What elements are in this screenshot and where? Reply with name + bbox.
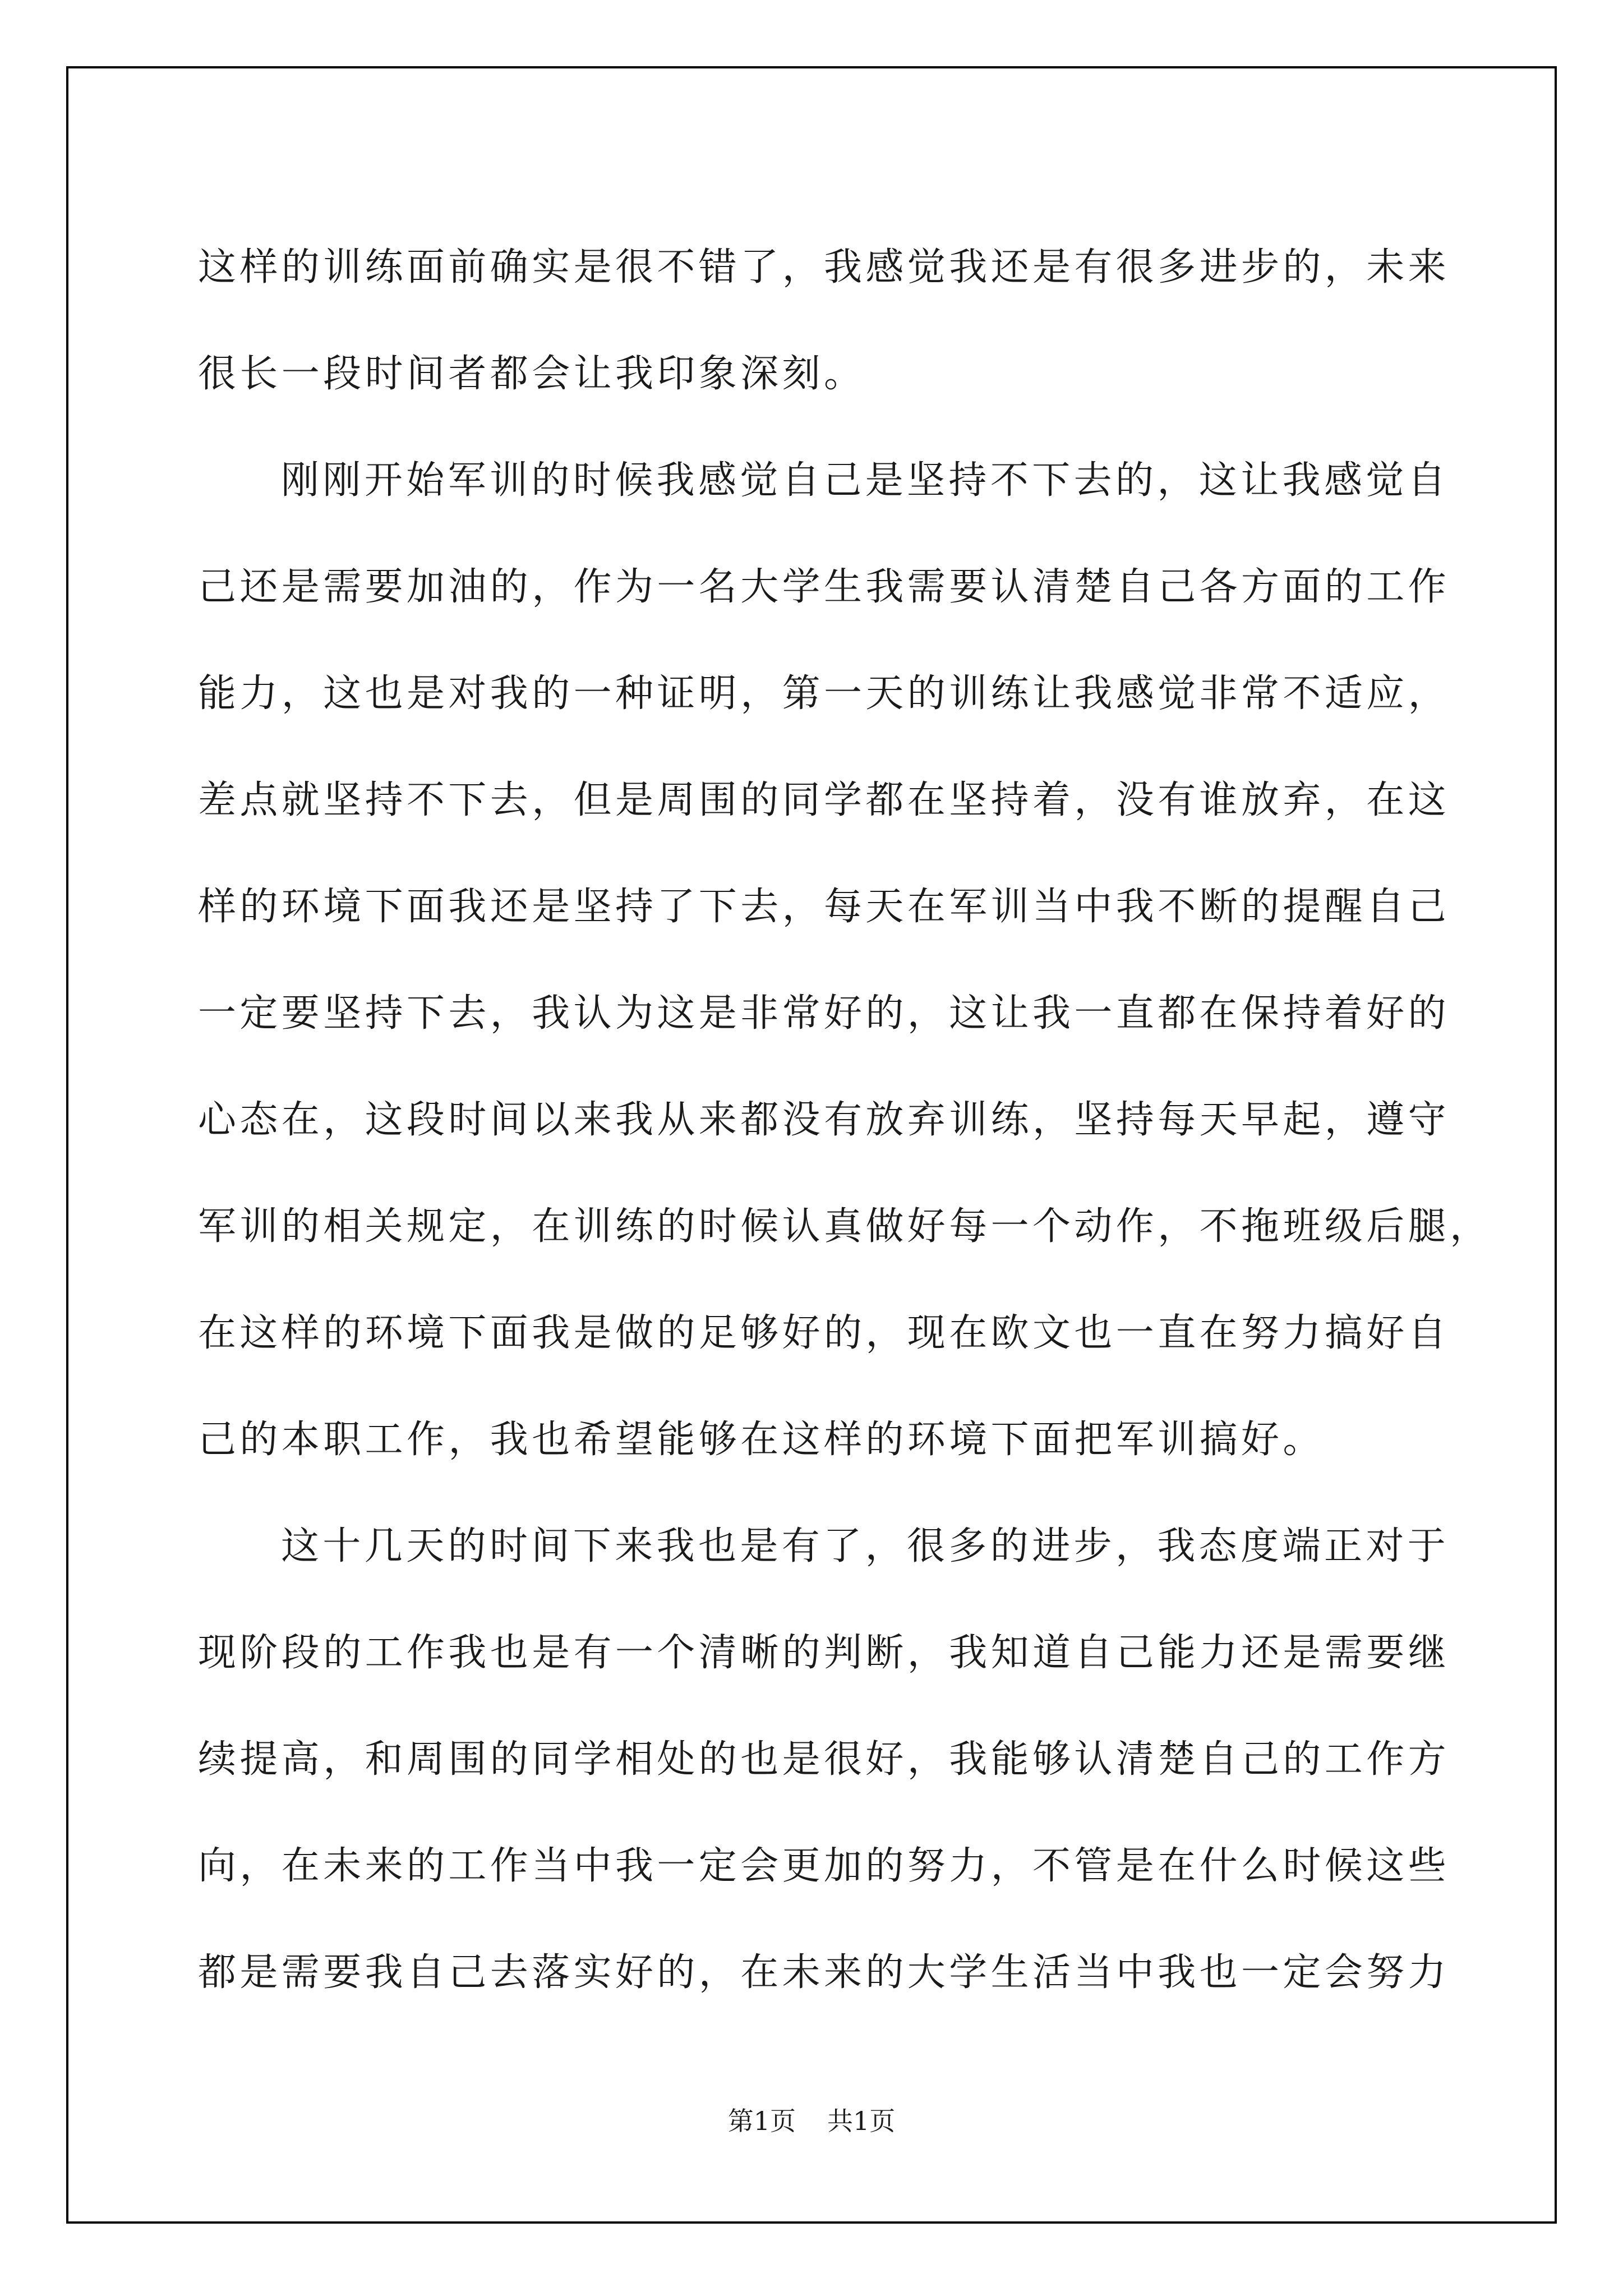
text-line: 心态在，这段时间以来我从来都没有放弃训练，坚持每天早起，遵守 bbox=[198, 1098, 1450, 1142]
text-line: 现阶段的工作我也是有一个清晰的判断，我知道自己能力还是需要继 bbox=[198, 1631, 1450, 1675]
page-total-label: 共1页 bbox=[827, 2106, 896, 2136]
text-line: 向，在未来的工作当中我一定会更加的努力，不管是在什么时候这些 bbox=[198, 1844, 1450, 1888]
text-line: 都是需要我自己去落实好的，在未来的大学生活当中我也一定会努力 bbox=[198, 1950, 1450, 1995]
document-body bbox=[198, 214, 1492, 2026]
text-line: 差点就坚持不下去，但是周围的同学都在坚持着，没有谁放弃，在这 bbox=[198, 778, 1450, 822]
text-line: 样的环境下面我还是坚持了下去，每天在军训当中我不断的提醒自己 bbox=[198, 885, 1450, 929]
text-line: 很长一段时间者都会让我印象深刻。 bbox=[198, 352, 866, 396]
text-line: 一定要坚持下去，我认为这是非常好的，这让我一直都在保持着好的 bbox=[198, 991, 1450, 1036]
text-line: 这样的训练面前确实是很不错了，我感觉我还是有很多进步的，未来 bbox=[198, 245, 1450, 289]
text-line: 军训的相关规定，在训练的时候认真做好每一个动作，不拖班级后腿， bbox=[198, 1204, 1492, 1249]
paragraph-start-line: 这十几天的时间下来我也是有了，很多的进步，我态度端正对于 bbox=[281, 1524, 1450, 1568]
text-line: 续提高，和周围的同学相处的也是很好，我能够认清楚自己的工作方 bbox=[198, 1737, 1450, 1782]
page-number-footer bbox=[0, 2101, 1623, 2138]
text-line: 己还是需要加油的，作为一名大学生我需要认清楚自己各方面的工作 bbox=[198, 565, 1450, 609]
text-line: 在这样的环境下面我是做的足够好的，现在欧文也一直在努力搞好自 bbox=[198, 1311, 1450, 1355]
paragraph-start-line: 刚刚开始军训的时候我感觉自己是坚持不下去的，这让我感觉自 bbox=[281, 458, 1450, 503]
page-current-label: 第1页 bbox=[727, 2106, 796, 2136]
text-line: 己的本职工作，我也希望能够在这样的环境下面把军训搞好。 bbox=[198, 1418, 1325, 1462]
text-line: 能力，这也是对我的一种证明，第一天的训练让我感觉非常不适应， bbox=[198, 671, 1450, 716]
